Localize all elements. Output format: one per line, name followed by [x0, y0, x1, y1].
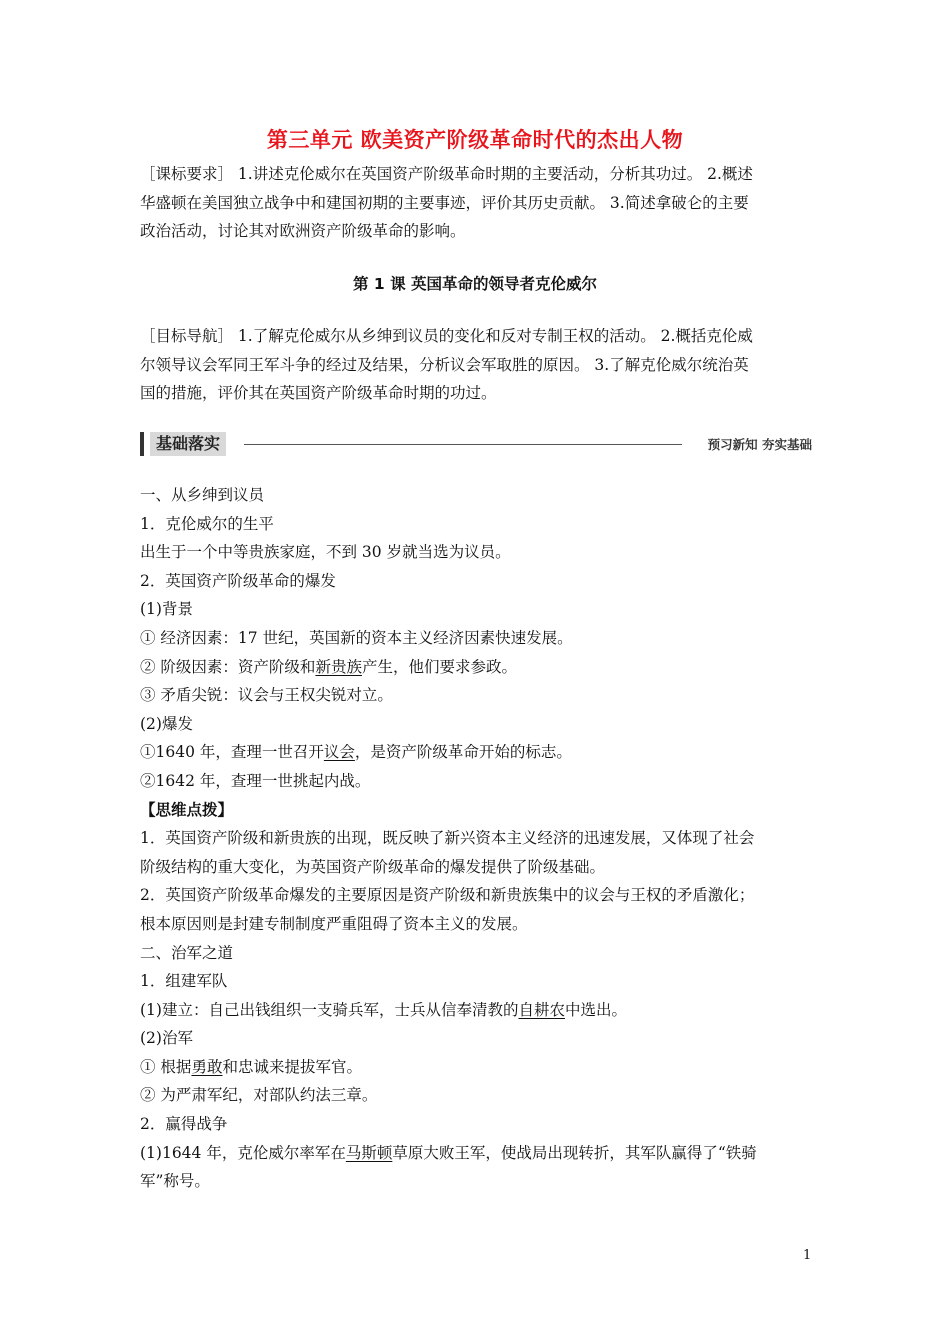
text-line: 出生于一个中等贵族家庭，不到 30 岁就当选为议员。 [140, 543, 511, 562]
text-line [140, 653, 812, 682]
text-segment: ①1640 年，查理一世召开 [140, 743, 324, 762]
section-header [140, 430, 812, 458]
text-line: (1)背景 [140, 600, 193, 619]
text-line: 2．英国资产阶级革命爆发的主要原因是资产阶级和新贵族集中的议会与王权的矛盾激化； [140, 886, 755, 905]
text-segment: (1)1644 年，克伦威尔率军在 [140, 1143, 346, 1162]
text-line [140, 1139, 812, 1168]
lesson-body [140, 481, 812, 1196]
thinking-tip-heading: 【思维点拨】 [140, 800, 234, 819]
lesson-title: 第 1 课 英国革命的领导者克伦威尔 [353, 275, 597, 293]
text-segment: ② 阶级因素：资产阶级和 [140, 657, 316, 676]
page-number: 1 [803, 1248, 812, 1263]
goals-line: 国的措施，评价其在英国资产阶级革命时期的功过。 [140, 384, 497, 402]
text-line: ②1642 年，查理一世挑起内战。 [140, 771, 371, 790]
text-line: 阶级结构的重大变化，为英国资产阶级革命的爆发提供了阶级基础。 [140, 857, 606, 876]
text-line [140, 1053, 812, 1082]
text-line: ② 为严肃军纪，对部队约法三章。 [140, 1086, 378, 1105]
curriculum-requirements [140, 160, 812, 246]
requirements-line: 政治活动，讨论其对欧洲资产阶级革命的影响。 [140, 222, 466, 240]
text-line: (2)爆发 [140, 714, 193, 733]
key-term: 自耕农 [518, 1000, 565, 1019]
unit-title: 第三单元 欧美资产阶级革命时代的杰出人物 [266, 128, 684, 152]
section-label: 基础落实 [150, 432, 226, 456]
requirements-line: ［课标要求］ 1.讲述克伦威尔在英国资产阶级革命时期的主要活动，分析其功过。 2.概述 [140, 165, 753, 183]
text-line [140, 738, 812, 767]
goals-line: 尔领导议会军同王军斗争的经过及结果，分析议会军取胜的原因。 3.了解克伦威尔统治英 [140, 355, 749, 374]
requirements-line: 华盛顿在美国独立战争中和建国初期的主要事迹，评价其历史贡献。 3.简述拿破仑的主要 [140, 193, 749, 212]
subheading: 2．赢得战争 [140, 1115, 228, 1134]
text-segment: 和忠诚来提拔军官。 [222, 1057, 362, 1076]
text-segment: ① 根据 [140, 1057, 192, 1076]
subheading: 2．英国资产阶级革命的爆发 [140, 571, 336, 590]
text-line: 1．英国资产阶级和新贵族的出现，既反映了新兴资本主义经济的迅速发展，又体现了社会 [140, 829, 755, 848]
key-term: 勇敢 [191, 1057, 223, 1076]
text-segment: (1)建立：自己出钱组织一支骑兵军，士兵从信奉清教的 [140, 1000, 519, 1019]
section-tag: 预习新知 夯实基础 [707, 437, 812, 452]
key-term: 新贵族 [315, 657, 362, 676]
text-segment: 草原大败王军，使战局出现转折，其军队赢得了“铁骑 [392, 1143, 757, 1162]
text-line [140, 996, 812, 1025]
key-term: 议会 [323, 743, 355, 762]
text-line: ③ 矛盾尖锐：议会与王权尖锐对立。 [140, 686, 393, 705]
text-line: 军”称号。 [140, 1172, 210, 1191]
text-segment: 中选出。 [564, 1000, 627, 1019]
heading-1: 一、从乡绅到议员 [140, 486, 265, 504]
section-marker [140, 432, 144, 456]
learning-goals [140, 322, 812, 408]
text-line: (2)治军 [140, 1029, 193, 1048]
heading-2: 二、治军之道 [140, 943, 234, 962]
text-segment: ，是资产阶级革命开始的标志。 [354, 743, 572, 762]
subheading: 1．组建军队 [140, 972, 228, 991]
subheading: 1．克伦威尔的生平 [140, 514, 274, 533]
section-divider [244, 444, 682, 445]
text-line: 根本原因则是封建专制制度严重阻碍了资本主义的发展。 [140, 914, 528, 933]
text-segment: 产生，他们要求参政。 [361, 657, 517, 676]
key-term: 马斯顿 [345, 1143, 393, 1162]
goals-line: ［目标导航］ 1.了解克伦威尔从乡绅到议员的变化和反对专制王权的活动。 2.概括克伦威 [140, 327, 753, 345]
text-line: ① 经济因素：17 世纪，英国新的资本主义经济因素快速发展。 [140, 628, 573, 647]
